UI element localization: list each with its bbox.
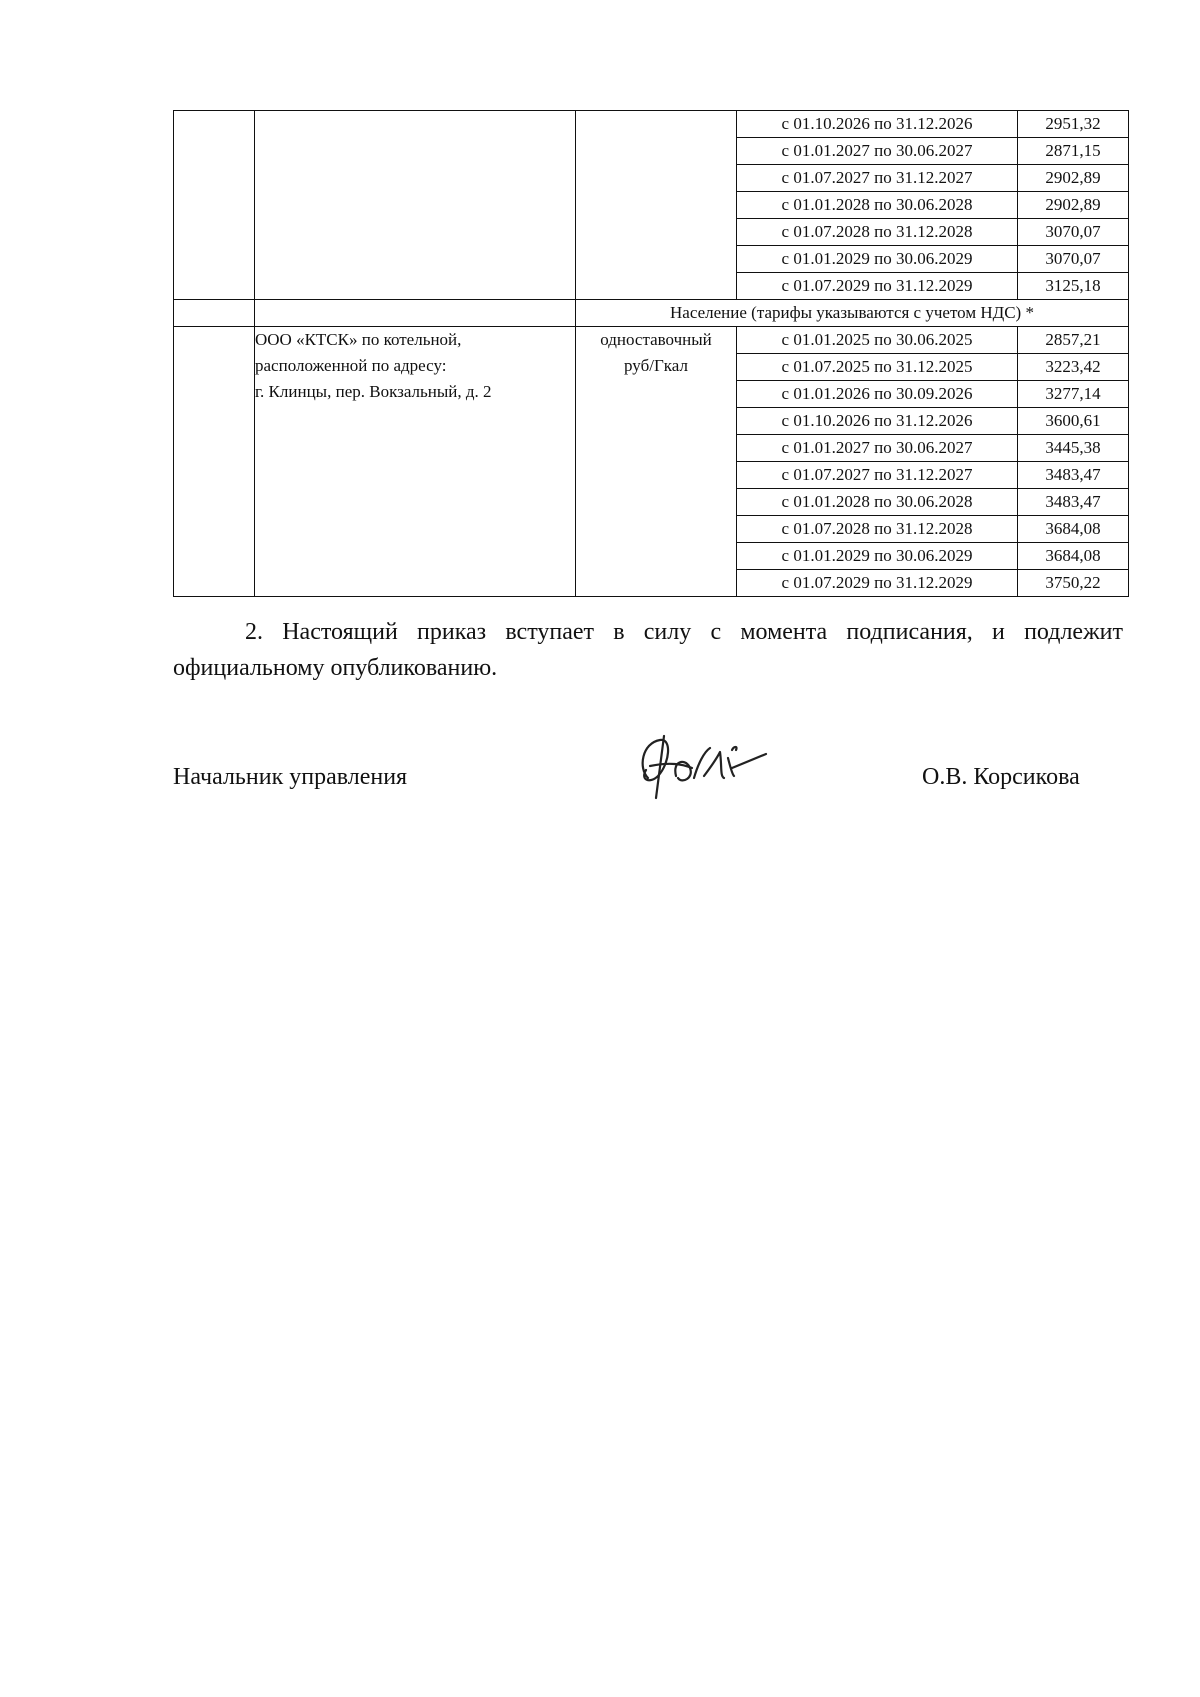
tariff-value-cell: 3445,38 [1018,435,1129,462]
handwritten-signature-icon [620,718,790,808]
tariff-value-cell: 3684,08 [1018,516,1129,543]
period-cell: с 01.01.2029 по 30.06.2029 [737,246,1018,273]
period-cell: с 01.01.2029 по 30.06.2029 [737,543,1018,570]
period-cell: с 01.07.2025 по 31.12.2025 [737,354,1018,381]
clause-2-text: 2. Настоящий приказ вступает в силу с момента подписания, и подлежит официальному опубликованию. [173,619,1123,681]
period-cell: с 01.01.2027 по 30.06.2027 [737,138,1018,165]
organization-name-line: расположенной по адресу: [255,356,447,375]
signatory-name: О.В. Корсикова [922,764,1080,790]
table-row [174,111,1129,138]
tariff-value-cell: 3600,61 [1018,408,1129,435]
tariff-type-cell [576,111,737,300]
tariff-type-cell [576,327,737,597]
number-cell [174,111,255,300]
tariff-table [173,110,1129,597]
period-cell: с 01.07.2027 по 31.12.2027 [737,165,1018,192]
period-cell: с 01.07.2028 по 31.12.2028 [737,219,1018,246]
organization-cell [255,111,576,300]
period-cell: с 01.07.2028 по 31.12.2028 [737,516,1018,543]
tariff-table-body [174,111,1129,597]
tariff-unit-line: руб/Гкал [624,356,688,375]
organization-name-line: ООО «КТСК» по котельной, [255,330,462,349]
table-row [174,327,1129,354]
period-cell: с 01.01.2027 по 30.06.2027 [737,435,1018,462]
period-cell: с 01.01.2025 по 30.06.2025 [737,327,1018,354]
tariff-value-cell: 3750,22 [1018,570,1129,597]
period-cell: с 01.01.2028 по 30.06.2028 [737,489,1018,516]
organization-cell [255,300,576,327]
tariff-value-cell: 2902,89 [1018,192,1129,219]
tariff-value-cell: 3277,14 [1018,381,1129,408]
tariff-value-cell: 3684,08 [1018,543,1129,570]
organization-cell [255,327,576,597]
section-title: Население (тарифы указываются с учетом НДС) * [576,300,1129,327]
period-cell: с 01.01.2028 по 30.06.2028 [737,192,1018,219]
tariff-value-cell: 3070,07 [1018,246,1129,273]
tariff-type-line: одноставочный [600,330,712,349]
period-cell: с 01.01.2026 по 30.09.2026 [737,381,1018,408]
tariff-value-cell: 3070,07 [1018,219,1129,246]
period-cell: с 01.10.2026 по 31.12.2026 [737,111,1018,138]
organization-name-line: г. Клинцы, пер. Вокзальный, д. 2 [255,382,492,401]
tariff-value-cell: 3483,47 [1018,489,1129,516]
period-cell: с 01.10.2026 по 31.12.2026 [737,408,1018,435]
tariff-value-cell: 2857,21 [1018,327,1129,354]
signatory-position: Начальник управления [173,764,408,790]
tariff-value-cell: 2902,89 [1018,165,1129,192]
tariff-value-cell: 2951,32 [1018,111,1129,138]
number-cell [174,327,255,597]
tariff-value-cell: 2871,15 [1018,138,1129,165]
period-cell: с 01.07.2027 по 31.12.2027 [737,462,1018,489]
number-cell [174,300,255,327]
tariff-value-cell: 3125,18 [1018,273,1129,300]
tariff-value-cell: 3223,42 [1018,354,1129,381]
table-section-row [174,300,1129,327]
period-cell: с 01.07.2029 по 31.12.2029 [737,570,1018,597]
period-cell: с 01.07.2029 по 31.12.2029 [737,273,1018,300]
tariff-value-cell: 3483,47 [1018,462,1129,489]
